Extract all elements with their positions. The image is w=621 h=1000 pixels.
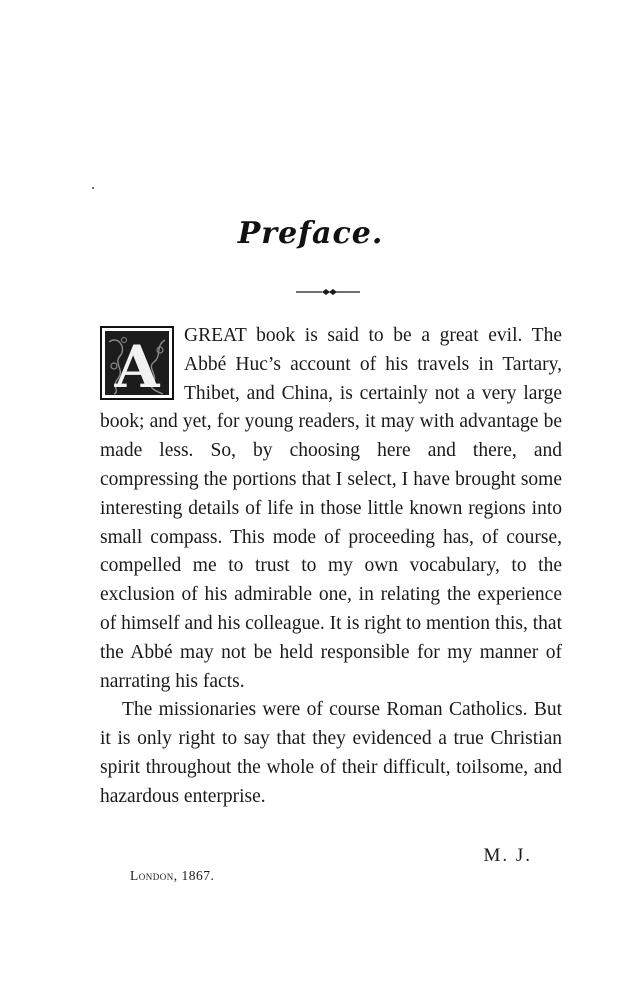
divider-ornament-icon	[296, 287, 360, 297]
paragraph-2: The missionaries were of course Roman Catholics. But it is only right to say that they evidenced a true Christian spirit throughout the whole of their difficult, toilsome, and hazardous enterprise.	[100, 699, 562, 807]
drop-cap-letter: A	[114, 333, 160, 400]
author-signature: M. J.	[483, 845, 532, 866]
place-date: London, 1867.	[130, 868, 215, 883]
page-title: Preface.	[237, 216, 384, 251]
paragraph-1: GREAT book is said to be a great evil. The Abbé Huc’s account of his travels in Tartary, Thibet, and China, is certainly not a very large book; and yet, for young readers, it may with advantage be made less. So, by choosing here and there, and compressing the portions that I select, I have brought some interesting details of life in those little known regions into small compass. This mode of proceeding has, of course, compelled me to trust to my own vocabulary, to the exclusion of his admirable one, in relating the experience of himself and his colleague. It is right to mention this, that the Abbé may not be held responsible for my manner of narrating his facts.	[100, 325, 562, 692]
preface-body	[100, 322, 562, 812]
ink-speck	[92, 187, 94, 189]
ornate-initial-a-icon	[100, 326, 174, 400]
